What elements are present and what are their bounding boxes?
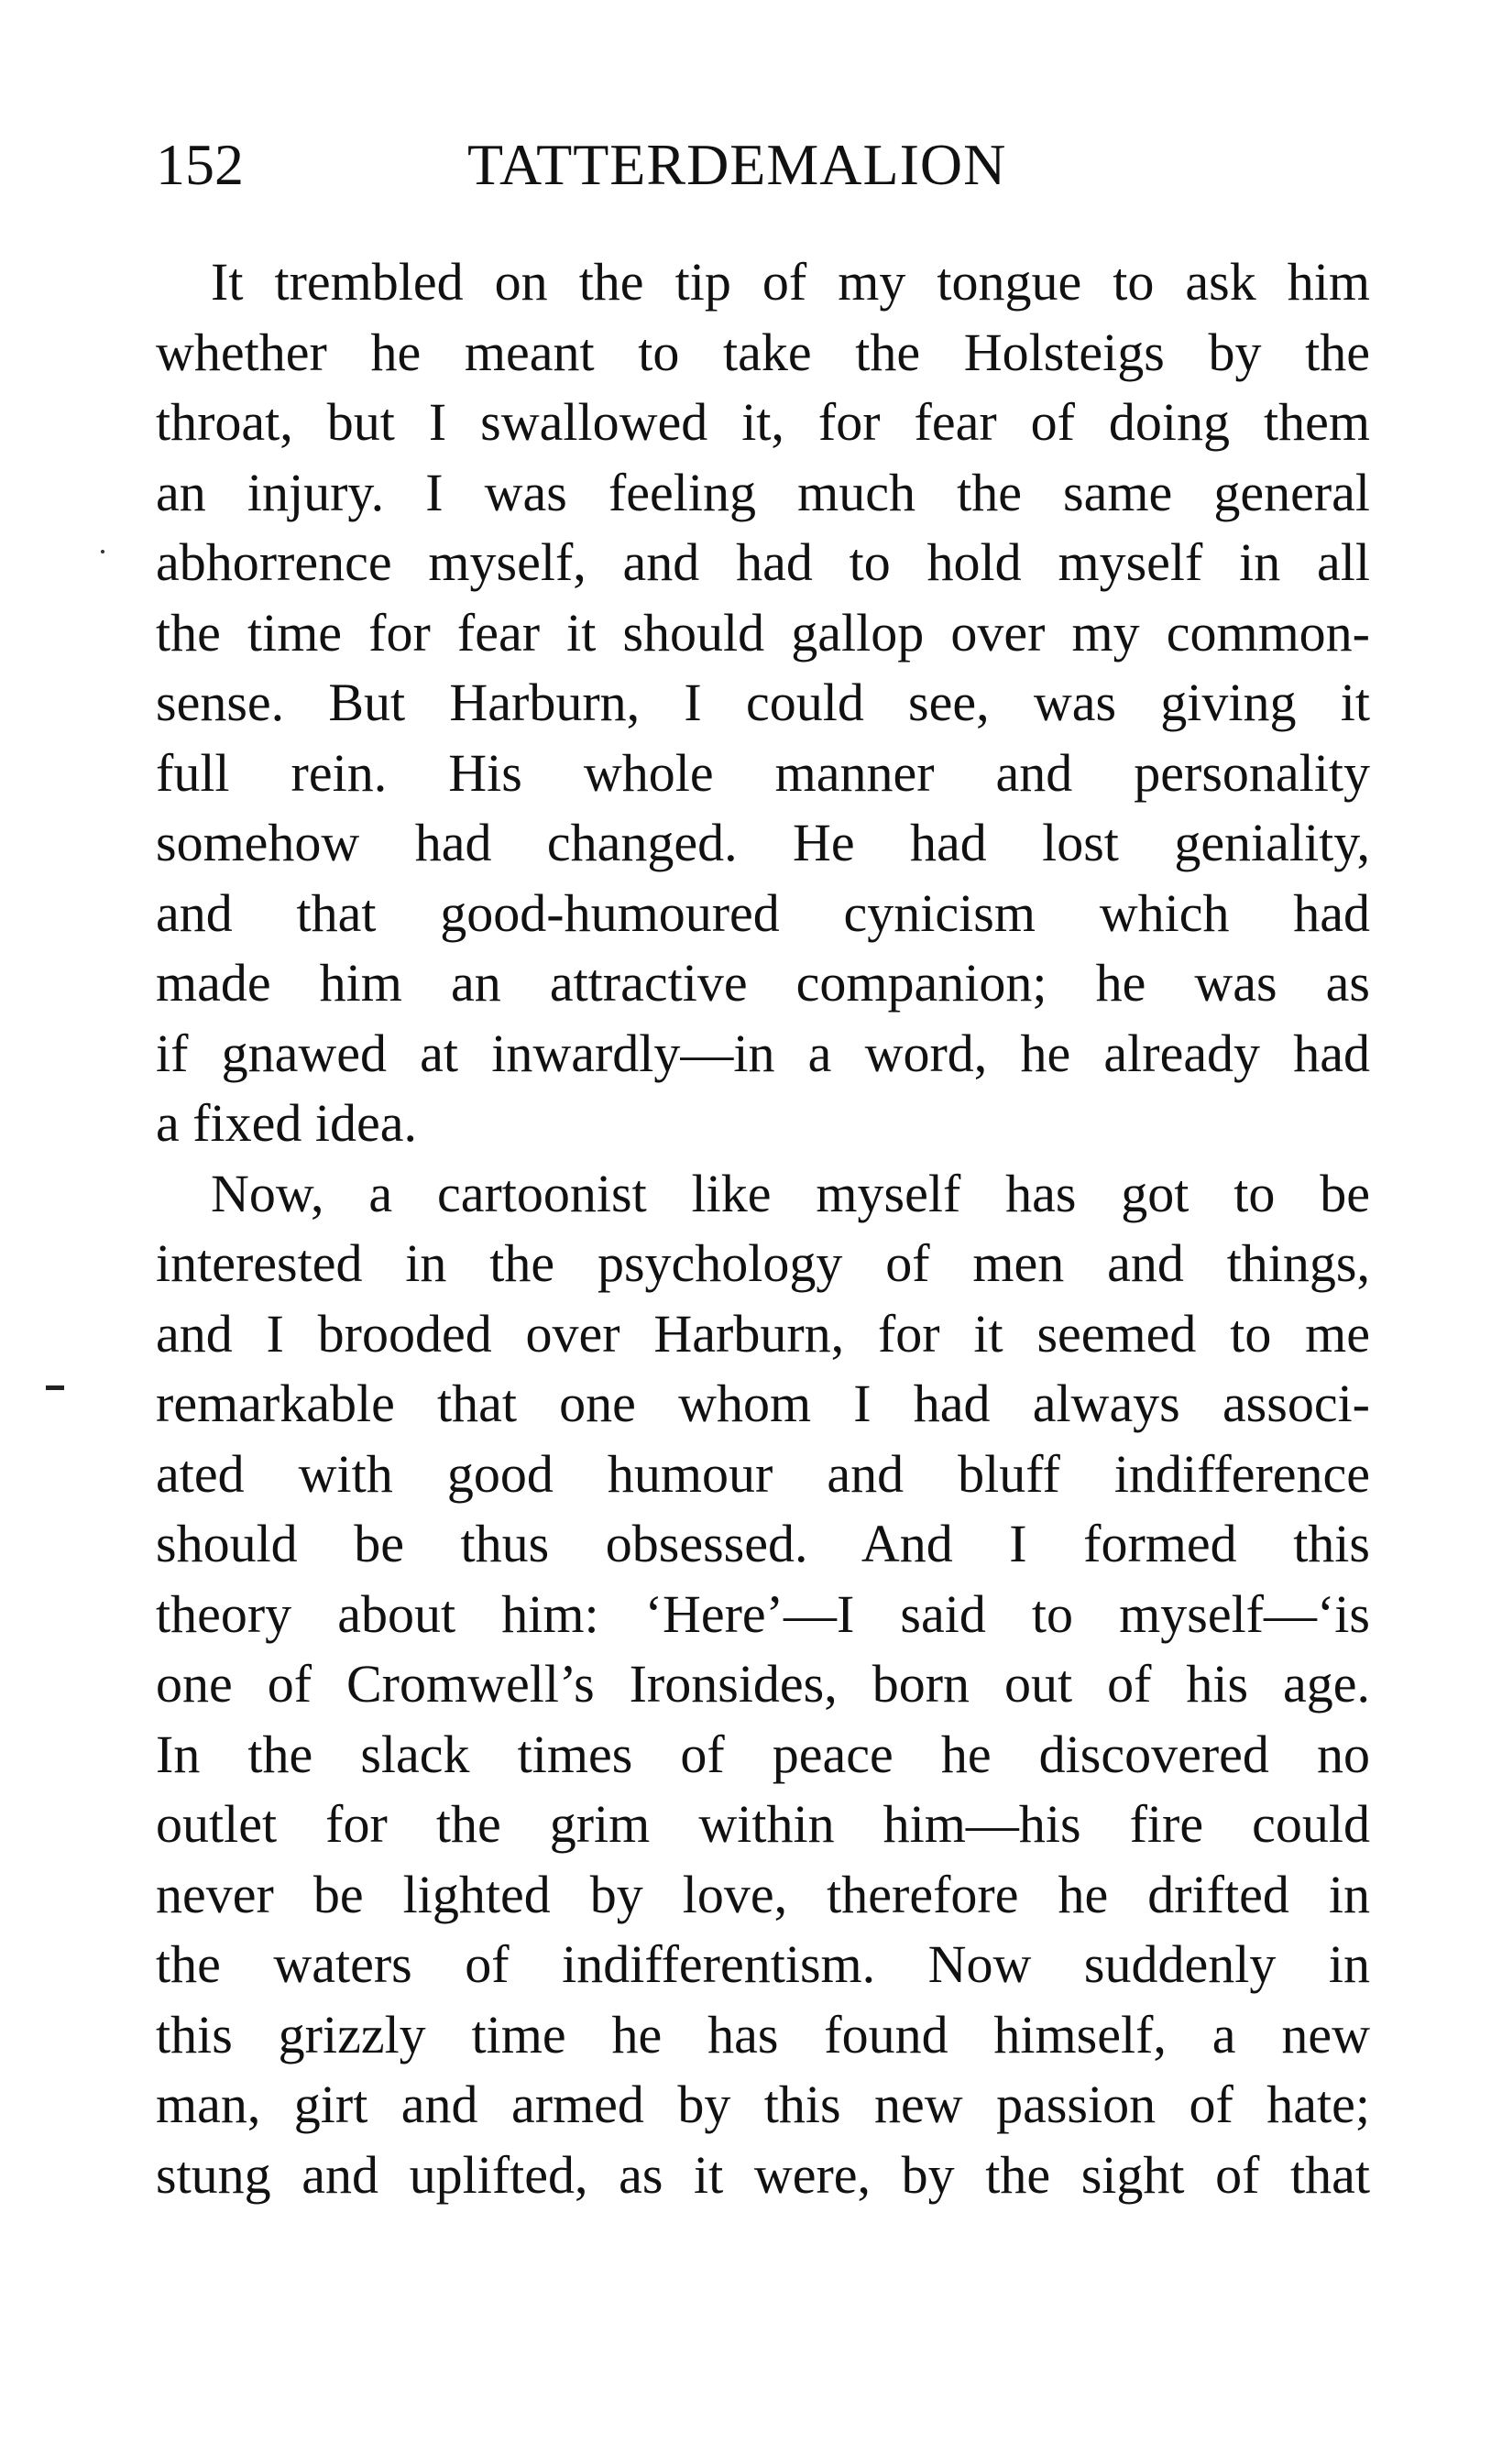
text-line: man, girt and armed by this new passion of hate; (156, 2075, 1370, 2134)
text-line: if gnawed at inwardly—in a word, he already had (156, 1023, 1370, 1083)
text-line: made him an attractive companion; he was as (156, 953, 1370, 1013)
text-line: throat, but I swallowed it, for fear of doing them (156, 392, 1370, 452)
text-line: theory about him: ‘Here’—I said to myself—‘is (156, 1583, 1370, 1644)
paragraph-2 (156, 1159, 1370, 2211)
running-title: TATTERDEMALION (467, 132, 1007, 197)
text-line: somehow had changed. He had lost geniality, (156, 813, 1370, 872)
text-line: full rein. His whole manner and personality (156, 742, 1370, 803)
margin-mark-dash (46, 1385, 64, 1390)
margin-mark-dot (101, 550, 104, 553)
text-line: whether he meant to take the Holsteigs by the (156, 322, 1370, 382)
text-line: It trembled on the tip of my tongue to ask him (211, 252, 1370, 312)
text-line: stung and uplifted, as it were, by the sight of that (156, 2144, 1370, 2205)
page-header (156, 128, 1365, 202)
text-line: a fixed idea. (156, 1093, 418, 1153)
text-line: In the slack times of peace he discovered no (156, 1724, 1370, 1784)
text-line: the time for fear it should gallop over my common- (156, 602, 1370, 663)
text-line: this grizzly time he has found himself, a new (156, 2004, 1370, 2064)
text-line: an injury. I was feeling much the same general (156, 462, 1370, 522)
text-line: Now, a cartoonist like myself has got to be (211, 1163, 1370, 1223)
text-line: interested in the psychology of men and things, (156, 1233, 1370, 1293)
text-line: the waters of indifferentism. Now suddenly in (156, 1934, 1370, 1994)
body-text (156, 247, 1370, 2210)
text-line: should be thus obsessed. And I formed this (156, 1514, 1370, 1573)
text-line: ated with good humour and bluff indifference (156, 1443, 1370, 1504)
text-line: and I brooded over Harburn, for it seemed to me (156, 1303, 1370, 1363)
paragraph-1 (156, 247, 1370, 1159)
text-line: sense. But Harburn, I could see, was giving it (156, 673, 1370, 732)
text-line: never be lighted by love, therefore he drifted in (156, 1864, 1370, 1924)
text-line: and that good-humoured cynicism which had (156, 882, 1370, 943)
text-line: remarkable that one whom I had always associ- (156, 1374, 1370, 1433)
text-line: outlet for the grim within him—his fire could (156, 1794, 1370, 1854)
page-number: 152 (156, 132, 244, 197)
text-line: abhorrence myself, and had to hold myself in all (156, 532, 1370, 592)
text-line: one of Cromwell’s Ironsides, born out of his age. (156, 1654, 1370, 1714)
